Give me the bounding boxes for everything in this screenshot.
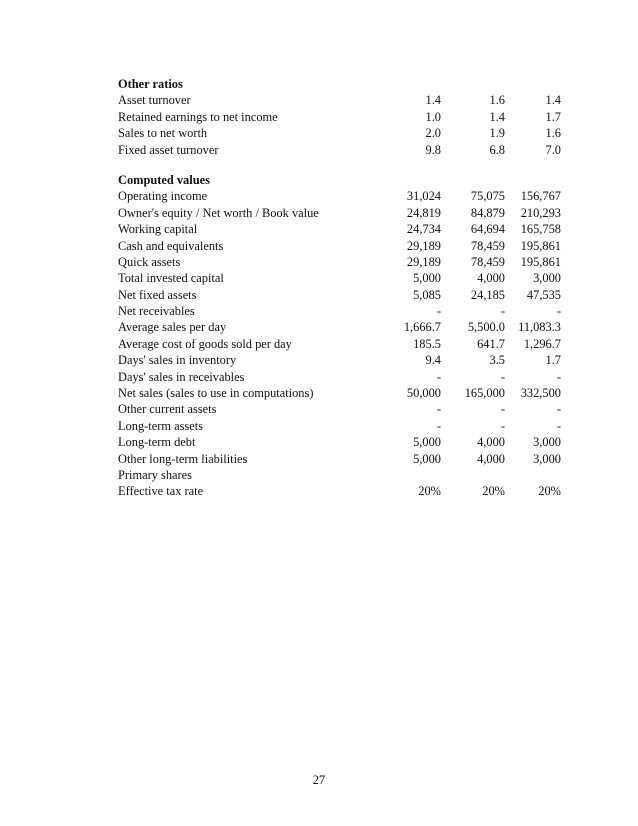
value-col-3: 3,000	[533, 451, 561, 466]
table-row	[118, 188, 568, 204]
row-label: Net sales (sales to use in computations)	[118, 386, 314, 401]
value-col-3: 20%	[538, 484, 561, 499]
value-col-2: -	[500, 304, 505, 319]
value-col-1: 5,000	[413, 271, 441, 286]
table-row	[118, 125, 568, 141]
row-label: Sales to net worth	[118, 126, 208, 141]
value-col-2: 5,500.0	[467, 320, 505, 335]
value-col-1: 29,189	[406, 254, 441, 269]
value-col-3: 210,293	[520, 205, 561, 220]
table-row	[118, 451, 568, 467]
table-row	[118, 205, 568, 221]
value-col-2: 20%	[482, 484, 505, 499]
row-label: Average cost of goods sold per day	[118, 336, 292, 351]
value-col-2: 75,075	[470, 189, 505, 204]
row-label: Asset turnover	[118, 93, 191, 108]
value-col-1: -	[436, 418, 441, 433]
value-col-3: 1.7	[545, 109, 561, 124]
table-row	[118, 467, 568, 483]
value-col-1: 5,000	[413, 435, 441, 450]
value-col-1: 1,666.7	[403, 320, 441, 335]
table-row	[118, 221, 568, 237]
row-label: Owner's equity / Net worth / Book value	[118, 205, 319, 220]
value-col-3: 1,296.7	[523, 336, 561, 351]
value-col-1: 50,000	[406, 386, 441, 401]
value-col-3: -	[556, 304, 561, 319]
value-col-1: 1.4	[425, 93, 441, 108]
value-col-1: 185.5	[413, 336, 441, 351]
value-col-3: 1.7	[545, 353, 561, 368]
table-row	[118, 109, 568, 125]
table-row	[118, 319, 568, 335]
table-row	[118, 303, 568, 319]
value-col-3: 332,500	[520, 386, 561, 401]
value-col-2: -	[500, 418, 505, 433]
value-col-2: 165,000	[464, 386, 505, 401]
table-row	[118, 483, 568, 499]
value-col-2: 4,000	[477, 271, 505, 286]
row-label: Net receivables	[118, 304, 195, 319]
row-label: Primary shares	[118, 467, 192, 482]
value-col-1: 5,085	[413, 287, 441, 302]
value-col-3: 7.0	[545, 142, 561, 157]
table-row	[118, 401, 568, 417]
value-col-1: 2.0	[425, 126, 441, 141]
value-col-2: 1.4	[489, 109, 505, 124]
value-col-2: 78,459	[470, 238, 505, 253]
section-title: Other ratios	[118, 77, 183, 91]
value-col-3: -	[556, 369, 561, 384]
value-col-3: 156,767	[520, 189, 561, 204]
value-col-1: 20%	[418, 484, 441, 499]
value-col-2: 4,000	[477, 435, 505, 450]
value-col-2: 1.6	[489, 93, 505, 108]
value-col-3: 1.4	[545, 93, 561, 108]
table-row	[118, 336, 568, 352]
table-row	[118, 287, 568, 303]
value-col-1: 9.8	[425, 142, 441, 157]
table-row	[118, 352, 568, 368]
row-label: Working capital	[118, 222, 198, 237]
value-col-2: 78,459	[470, 254, 505, 269]
section-heading-other-ratios	[118, 76, 568, 92]
value-col-3: 11,083.3	[518, 320, 561, 335]
section-title: Computed values	[118, 172, 210, 187]
value-col-3: 195,861	[520, 254, 561, 269]
value-col-1: -	[436, 369, 441, 384]
row-label: Long-term debt	[118, 435, 196, 450]
value-col-1: -	[436, 304, 441, 319]
table-row	[118, 238, 568, 254]
value-col-3: 195,861	[520, 238, 561, 253]
value-col-1: 24,734	[406, 222, 441, 237]
row-label: Effective tax rate	[118, 484, 204, 499]
row-label: Days' sales in receivables	[118, 369, 245, 384]
value-col-3: 47,535	[526, 287, 561, 302]
value-col-3: 3,000	[533, 435, 561, 450]
value-col-1: 1.0	[425, 109, 441, 124]
section-heading-computed-values	[118, 172, 568, 188]
table-row	[118, 369, 568, 385]
row-label: Other long-term liabilities	[118, 451, 248, 466]
value-col-3: 165,758	[520, 222, 561, 237]
page-number: 27	[312, 773, 326, 787]
value-col-1: 29,189	[406, 238, 441, 253]
table-row	[118, 270, 568, 286]
value-col-2: 4,000	[477, 451, 505, 466]
table-row	[118, 418, 568, 434]
value-col-2: 64,694	[470, 222, 505, 237]
row-label: Total invested capital	[118, 271, 224, 286]
row-label: Cash and equivalents	[118, 238, 224, 253]
row-label: Long-term assets	[118, 418, 203, 433]
value-col-2: -	[500, 402, 505, 417]
section-spacer	[118, 158, 568, 172]
value-col-1: 5,000	[413, 451, 441, 466]
value-col-1: -	[436, 402, 441, 417]
value-col-2: 1.9	[489, 126, 505, 141]
table-row	[118, 142, 568, 158]
row-label: Retained earnings to net income	[118, 109, 278, 124]
value-col-2: 3.5	[489, 353, 505, 368]
value-col-2: 84,879	[470, 205, 505, 220]
financial-ratios-table	[118, 76, 568, 500]
row-label: Quick assets	[118, 254, 181, 269]
value-col-2: 641.7	[477, 336, 505, 351]
row-label: Days' sales in inventory	[118, 353, 237, 368]
row-label: Operating income	[118, 189, 208, 204]
row-label: Fixed asset turnover	[118, 142, 219, 157]
table-row	[118, 385, 568, 401]
value-col-1: 31,024	[406, 189, 441, 204]
value-col-3: -	[556, 402, 561, 417]
table-row	[118, 92, 568, 108]
row-label: Other current assets	[118, 402, 217, 417]
value-col-2: -	[500, 369, 505, 384]
table-row	[118, 254, 568, 270]
value-col-2: 24,185	[470, 287, 505, 302]
value-col-3: 3,000	[533, 271, 561, 286]
value-col-3: -	[556, 418, 561, 433]
table-row	[118, 434, 568, 450]
value-col-3: 1.6	[545, 126, 561, 141]
value-col-2: 6.8	[489, 142, 505, 157]
row-label: Average sales per day	[118, 320, 227, 335]
value-col-1: 9.4	[425, 353, 441, 368]
value-col-1: 24,819	[406, 205, 441, 220]
row-label: Net fixed assets	[118, 287, 197, 302]
